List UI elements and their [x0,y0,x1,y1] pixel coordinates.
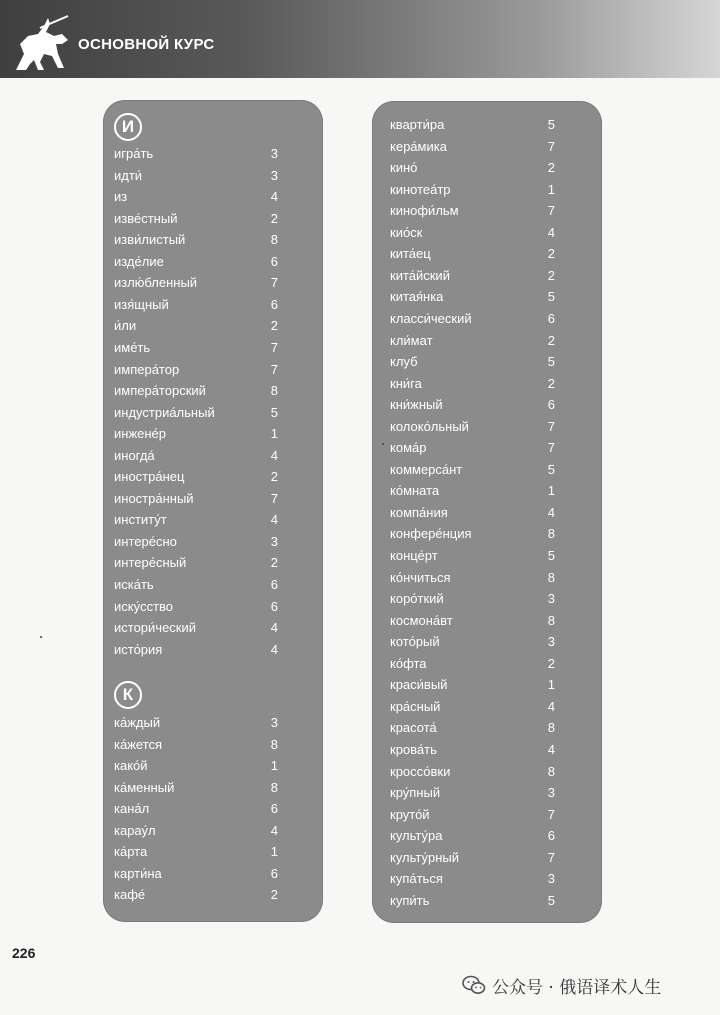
vocabulary-word: кафе́ [114,887,146,903]
vocabulary-word: институ́т [114,512,167,528]
lesson-number: 3 [547,634,555,650]
vocabulary-word: иностра́нец [114,469,185,485]
lesson-number: 8 [547,763,555,779]
vocabulary-word: кинофи́льм [390,203,459,219]
lesson-number: 1 [547,483,555,499]
vocabulary-word: импера́тор [114,361,180,377]
lesson-number: 3 [547,785,555,801]
vocabulary-entry [390,459,555,480]
vocabulary-word: кинотеа́тр [390,181,451,197]
vocabulary-word: интере́сный [114,555,187,571]
vocabulary-entry [390,502,555,523]
lesson-number: 8 [547,720,555,736]
lesson-number: 7 [547,440,555,456]
lesson-number: 8 [270,736,278,752]
lesson-number: 4 [270,512,278,528]
header-bar [0,0,720,78]
vocabulary-word: кото́рый [390,634,440,650]
vocabulary-word: индустриа́льный [114,404,215,420]
vocabulary-entry [114,143,278,164]
vocabulary-entry [114,359,278,380]
vocabulary-word: име́ть [114,339,151,355]
vocabulary-word: инжене́р [114,426,167,442]
vocabulary-entry [390,761,555,782]
vocabulary-entry [390,674,555,695]
lesson-number: 4 [270,189,278,205]
vocabulary-word: колоко́льный [390,418,469,434]
vocabulary-word: изви́листый [114,232,186,248]
lesson-number: 7 [270,490,278,506]
vocabulary-word: карау́л [114,822,156,838]
vocabulary-word: изве́стный [114,210,178,226]
lesson-number: 5 [270,404,278,420]
vocabulary-word: и́ли [114,318,137,334]
section-letter-badge: К [114,681,142,709]
vocabulary-entry [390,330,555,351]
vocabulary-entry [390,782,555,803]
lesson-number: 2 [547,160,555,176]
vocabulary-word: компа́ния [390,504,448,520]
vocabulary-entry [390,545,555,566]
vocabulary-entry [114,445,278,466]
vocabulary-word: кита́ец [390,246,431,262]
lesson-number: 6 [270,296,278,312]
lesson-number: 4 [270,620,278,636]
vocabulary-entry [114,402,278,423]
vocabulary-word: ка́рта [114,844,148,860]
vocabulary-entry [114,777,278,798]
vocabulary-word: круто́й [390,806,430,822]
lesson-number: 6 [547,310,555,326]
lesson-number: 4 [547,741,555,757]
vocabulary-entry [114,755,278,776]
lesson-number: 2 [547,267,555,283]
lesson-number: 2 [547,246,555,262]
vocabulary-word: ко́мната [390,483,440,499]
vocabulary-entry [390,222,555,243]
vocabulary-entry [114,552,278,573]
lesson-number: 7 [270,275,278,291]
lesson-number: 2 [547,655,555,671]
vocabulary-entry [114,251,278,272]
vocabulary-entry [390,696,555,717]
lesson-number: 7 [270,361,278,377]
vocabulary-entry [390,804,555,825]
vocabulary-entry [114,423,278,444]
vocabulary-entry [114,315,278,336]
lesson-number: 2 [547,332,555,348]
vocabulary-word: кра́сный [390,698,441,714]
lesson-number: 2 [270,887,278,903]
vocabulary-entry [390,717,555,738]
lesson-number: 6 [547,828,555,844]
vocabulary-word: конце́рт [390,548,438,563]
vocabulary-word: кни́га [390,375,422,391]
vocabulary-entry [114,208,278,229]
lesson-number: 8 [547,569,555,585]
lesson-number: 6 [547,397,555,413]
vocabulary-word: ка́ждый [114,715,161,730]
vocabulary-entry [390,416,555,437]
vocabulary-entry [390,480,555,501]
lesson-number: 8 [270,779,278,795]
vocabulary-word: истори́ческий [114,620,197,636]
lesson-number: 6 [270,577,278,592]
vocabulary-word: кли́мат [390,332,433,348]
vocabulary-word: конфере́нция [390,526,472,542]
vocabulary-word: кана́л [114,801,150,817]
vocabulary-word: ка́жется [114,736,163,752]
lesson-number: 1 [270,426,278,442]
vocabulary-word: ко́нчиться [390,569,451,585]
lesson-number: 5 [547,461,555,477]
lesson-number: 2 [270,318,278,334]
vocabulary-entry [390,136,555,157]
lesson-number: 3 [270,533,278,549]
vocabulary-entry [390,200,555,221]
vocabulary-word: коммерса́нт [390,461,463,477]
vocabulary-word: интере́сно [114,533,177,549]
lesson-number: 1 [547,677,555,693]
vocabulary-entry [114,798,278,819]
vocabulary-entry [114,229,278,250]
vocabulary-word: ка́менный [114,779,175,795]
vocabulary-entry [114,596,278,617]
scan-speck [382,443,384,445]
vocabulary-word: карти́на [114,865,162,881]
vocabulary-entry [114,841,278,862]
vocabulary-entry [390,286,555,307]
lesson-number: 1 [270,844,278,860]
vocabulary-entry [114,488,278,509]
lesson-number: 4 [547,504,555,520]
vocabulary-entry [390,243,555,264]
vocabulary-entry [114,165,278,186]
vocabulary-word: кни́жный [390,397,443,413]
lesson-number: 2 [270,555,278,571]
vocabulary-entry [114,337,278,358]
vocabulary-entry [390,610,555,631]
vocabulary-entry [114,466,278,487]
lesson-number: 7 [547,849,555,865]
vocabulary-entry [114,884,278,905]
lesson-number: 2 [270,210,278,226]
lesson-number: 4 [270,641,278,657]
vocabulary-word: изде́лие [114,253,164,269]
vocabulary-word: изя́щный [114,296,169,312]
lesson-number: 3 [270,167,278,183]
lesson-number: 5 [547,117,555,132]
lesson-number: 4 [270,447,278,463]
vocabulary-entry [390,351,555,372]
vocabulary-entry [114,186,278,207]
vocabulary-entry [114,712,278,733]
vocabulary-word: красота́ [390,720,437,736]
vocabulary-word: кру́пный [390,785,441,801]
watermark-text: 公众号 · 俄语译术人生 [492,977,662,998]
watermark [462,972,661,998]
lesson-number: 1 [547,181,555,197]
lesson-number: 5 [547,548,555,563]
vocabulary-entry [114,294,278,315]
vocabulary-word: кино́ [390,160,418,176]
lesson-number: 5 [547,354,555,370]
lesson-number: 2 [547,375,555,391]
vocabulary-word: иска́ть [114,577,154,592]
lesson-number: 7 [547,418,555,434]
vocabulary-entry [390,437,555,458]
vocabulary-entry [390,567,555,588]
vocabulary-entry [390,179,555,200]
lesson-number: 3 [547,871,555,887]
vocabulary-entry [114,639,278,660]
vocabulary-word: из [114,189,128,205]
lesson-number: 2 [270,469,278,485]
lesson-number: 8 [270,383,278,399]
vocabulary-word: игра́ть [114,146,154,161]
vocabulary-word: кита́йский [390,267,450,283]
vocabulary-word: краси́вый [390,677,448,693]
vocabulary-word: како́й [114,758,148,774]
lesson-number: 7 [270,339,278,355]
lesson-number: 7 [547,138,555,154]
vocabulary-entry [114,820,278,841]
vocabulary-entry [390,523,555,544]
vocabulary-word: импера́торский [114,383,206,399]
scan-speck [40,636,42,638]
vocabulary-word: кварти́ра [390,117,445,132]
lesson-number: 8 [547,612,555,628]
vocabulary-word: культу́ра [390,828,443,844]
vocabulary-entry [390,890,555,911]
header-title: ОСНОВНОЙ КУРС [78,36,215,53]
vocabulary-word: китая́нка [390,289,444,305]
vocabulary-word: купи́ть [390,892,430,908]
vocabulary-entry [390,631,555,652]
vocabulary-entry [114,509,278,530]
vocabulary-entry [390,825,555,846]
section-letter-badge: И [114,113,142,141]
lesson-number: 6 [270,801,278,817]
vocabulary-entry [114,272,278,293]
vocabulary-word: космона́вт [390,612,453,628]
lesson-number: 3 [270,715,278,730]
page-number: 226 [12,945,36,961]
vocabulary-word: исто́рия [114,641,163,657]
lesson-number: 8 [270,232,278,248]
vocabulary-entry [114,863,278,884]
vocabulary-word: кома́р [390,440,427,456]
lesson-number: 5 [547,289,555,305]
vocabulary-word: излю́бленный [114,275,198,291]
vocabulary-entry [390,588,555,609]
lesson-number: 3 [547,591,555,607]
lesson-number: 4 [547,224,555,240]
vocabulary-entry [114,574,278,595]
lesson-number: 6 [270,865,278,881]
wechat-icon [462,974,486,996]
vocabulary-entry [390,373,555,394]
lesson-number: 6 [270,598,278,614]
vocabulary-word: коро́ткий [390,591,444,607]
vocabulary-entry [390,868,555,889]
vocabulary-entry [390,114,555,135]
lesson-number: 4 [270,822,278,838]
lesson-number: 8 [547,526,555,542]
vocabulary-word: иностра́нный [114,490,194,506]
vocabulary-word: ко́фта [390,655,427,671]
vocabulary-entry [114,380,278,401]
vocabulary-word: идти́ [114,167,143,183]
vocabulary-entry [390,394,555,415]
vocabulary-word: купа́ться [390,871,443,887]
vocabulary-entry [114,734,278,755]
lesson-number: 1 [270,758,278,774]
vocabulary-entry [114,617,278,638]
vocabulary-word: класси́ческий [390,310,472,326]
vocabulary-entry [390,265,555,286]
lesson-number: 4 [547,698,555,714]
vocabulary-word: кроссо́вки [390,763,451,779]
vocabulary-word: культу́рный [390,849,460,865]
vocabulary-word: кера́мика [390,138,447,154]
vocabulary-entry [114,531,278,552]
lesson-number: 7 [547,806,555,822]
vocabulary-word: крова́ть [390,741,437,757]
vocabulary-word: кио́ск [390,224,423,240]
lesson-number: 6 [270,253,278,269]
lesson-number: 3 [270,146,278,161]
vocabulary-entry [390,653,555,674]
vocabulary-entry [390,847,555,868]
lesson-number: 7 [547,203,555,219]
vocabulary-entry [390,739,555,760]
vocabulary-word: клуб [390,354,418,370]
lesson-number: 5 [547,892,555,908]
vocabulary-word: иску́сство [114,598,174,614]
vocabulary-entry [390,308,555,329]
vocabulary-entry [390,157,555,178]
horse-rider-logo [10,14,72,72]
vocabulary-word: иногда́ [114,447,155,463]
